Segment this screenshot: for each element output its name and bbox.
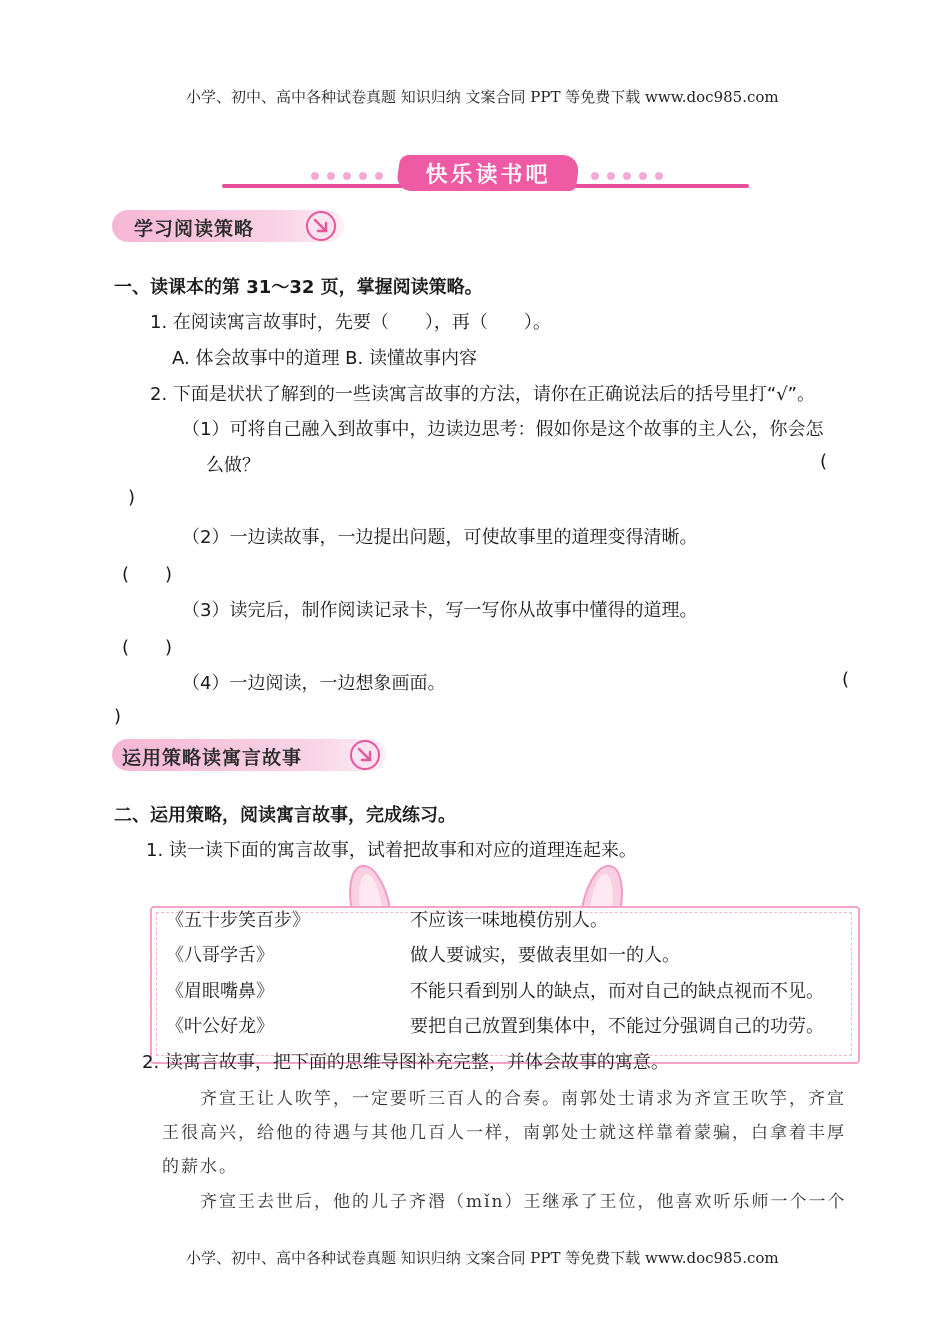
passage-line: 王很高兴，给他的待遇与其他几百人一样，南郭处士就这样靠着蒙骗，白拿着丰厚 — [162, 1123, 846, 1143]
arrow-down-right-icon — [306, 211, 336, 241]
bunny-ear-left-icon — [346, 862, 394, 912]
moral-text[interactable]: 做人要诚实，要做表里如一的人。 — [410, 945, 680, 966]
moral-text[interactable]: 不应该一味地模仿别人。 — [410, 910, 608, 931]
section-title: 运用策略读寓言故事 — [122, 747, 303, 769]
question-2-2: 2. 读寓言故事，把下面的思维导图补充完整，并体会故事的寓意。 — [142, 1052, 669, 1073]
page-footer: 小学、初中、高中各种试卷真题 知识归纳 文案合同 PPT 等免费下载 www.doc985.com — [186, 1249, 779, 1267]
arrow-down-right-icon — [350, 740, 380, 770]
banner-title: 快乐读书吧 — [425, 163, 551, 188]
method-item-4: （4）一边阅读，一边想象画面。 — [182, 673, 446, 694]
method-item-1-cont: 么做？ — [206, 455, 260, 476]
question-1-options: A. 体会故事中的道理 B. 读懂故事内容 — [172, 348, 477, 369]
passage-line: 齐宣王让人吹竽，一定要听三百人的合奏。南郭处士请求为齐宣王吹竽，齐宣 — [200, 1089, 846, 1109]
story-title[interactable]: 《八哥学舌》 — [166, 945, 274, 966]
answer-paren-close: ) — [114, 706, 122, 727]
method-item-1: （1）可将自己融入到故事中，边读边思考：假如你是这个故事的主人公，你会怎 — [182, 419, 824, 440]
part1-heading: 一、读课本的第 31～32 页，掌握阅读策略。 — [114, 277, 483, 298]
section-title: 学习阅读策略 — [134, 218, 255, 240]
passage-line: 的薪水。 — [162, 1157, 238, 1177]
part2-heading: 二、运用策略，阅读寓言故事，完成练习。 — [114, 805, 456, 826]
page-header: 小学、初中、高中各种试卷真题 知识归纳 文案合同 PPT 等免费下载 www.doc985.com — [186, 88, 779, 106]
question-1: 1. 在阅读寓言故事时，先要（ ），再（ ）。 — [150, 312, 551, 333]
method-item-2: （2）一边读故事，一边提出问题，可使故事里的道理变得清晰。 — [182, 527, 698, 548]
answer-paren[interactable]: ( ) — [122, 564, 173, 585]
bunny-ear-right-icon — [578, 862, 626, 912]
story-title[interactable]: 《眉眼嘴鼻》 — [166, 981, 274, 1002]
passage-line: 齐宣王去世后，他的儿子齐湣（mǐn）王继承了王位，他喜欢听乐师一个一个 — [200, 1192, 847, 1212]
question-2: 2. 下面是状状了解到的一些读寓言故事的方法，请你在正确说法后的括号里打“√”。 — [150, 384, 816, 405]
question-2-1: 1. 读一读下面的寓言故事，试着把故事和对应的道理连起来。 — [146, 840, 637, 861]
answer-paren-close: ) — [128, 487, 136, 508]
story-title[interactable]: 《叶公好龙》 — [166, 1016, 274, 1037]
answer-paren[interactable]: ( ) — [122, 637, 173, 658]
story-title[interactable]: 《五十步笑百步》 — [166, 910, 310, 931]
moral-text[interactable]: 不能只看到别人的缺点，而对自己的缺点视而不见。 — [410, 981, 824, 1002]
answer-paren-open: ( — [820, 451, 828, 472]
moral-text[interactable]: 要把自己放置到集体中，不能过分强调自己的功劳。 — [410, 1016, 824, 1037]
answer-paren-open: ( — [842, 669, 850, 690]
method-item-3: （3）读完后，制作阅读记录卡，写一写你从故事中懂得的道理。 — [182, 600, 698, 621]
